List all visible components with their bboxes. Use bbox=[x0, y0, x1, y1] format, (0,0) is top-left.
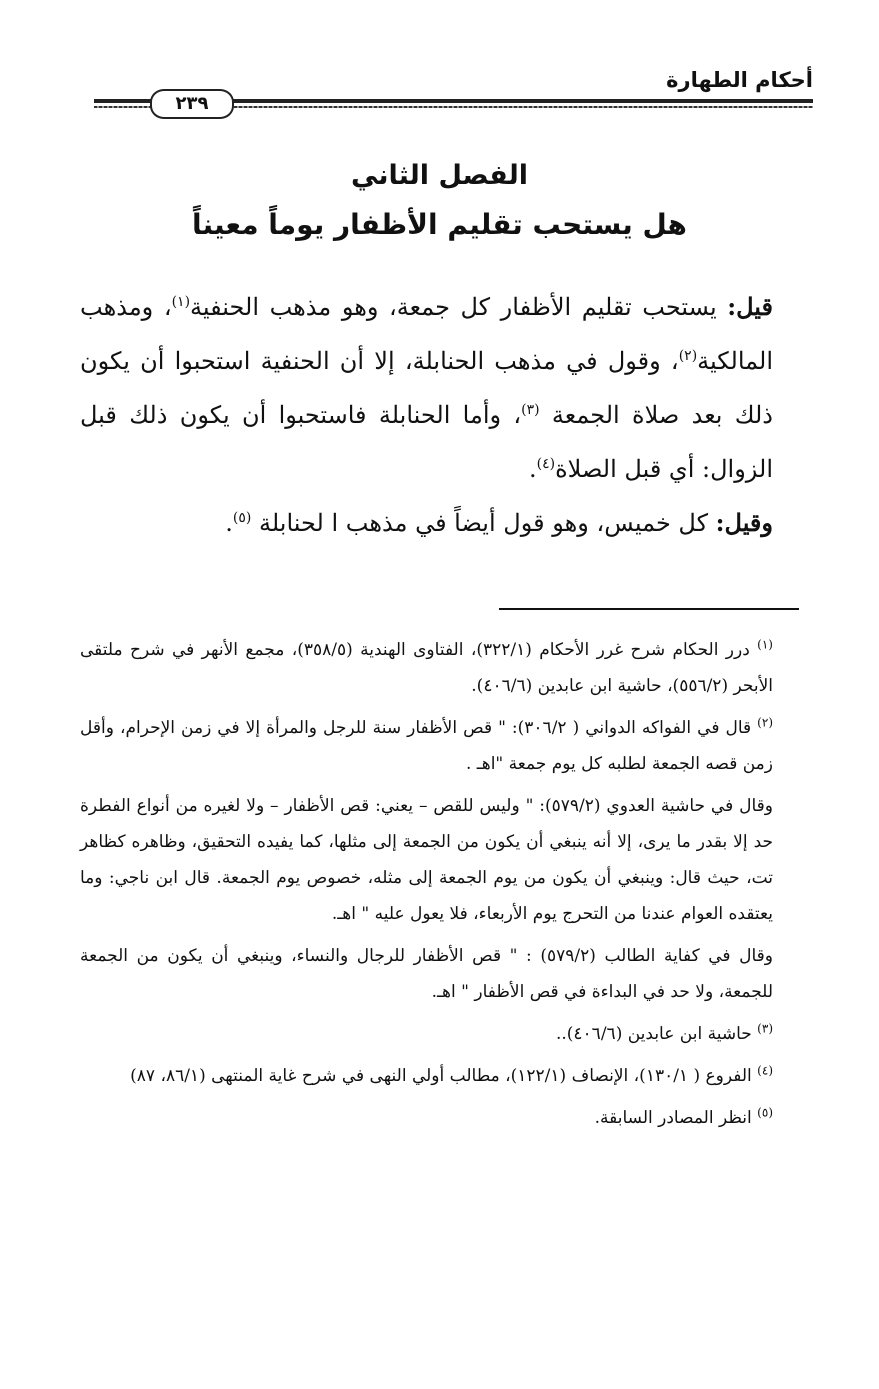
footnote-2-continuation-2: وقال في كفاية الطالب (٥٧٩/٢) : " قص الأظفار للرجال والنساء، وينبغي أن يكون من الجمعة للجمعة، ولا حد في البداءة في قص الأظفار " اهـ. bbox=[80, 946, 774, 1002]
footnote-separator bbox=[499, 608, 799, 610]
footnote-text: انظر المصادر السابقة. bbox=[594, 1108, 758, 1128]
footnote-text: درر الحكام شرح غرر الأحكام (٣٢٢/١)، الفتاوى الهندية (٣٥٨/٥)، مجمع الأنهر في شرح ملتقى الأبحر (٥٥٦/٢)، حاشية ابن عابدين (٤٠٦/٦). bbox=[80, 640, 773, 696]
chapter-title: الفصل الثاني bbox=[351, 160, 528, 191]
page-number: ٢٣٩ bbox=[150, 89, 234, 119]
footnote-marker: (١) bbox=[171, 294, 191, 310]
body-paragraph-2 bbox=[80, 496, 813, 550]
footnote-text: الفروع ( ١٣٠/١)، الإنصاف (١٢٢/١)، مطالب أولي النهى في شرح غاية المنتهى (٨٦/١، ٨٧) bbox=[130, 1066, 758, 1086]
body-text bbox=[80, 280, 813, 550]
paragraph-text: كل خميس، وهو قول أيضاً في مذهب ا لحنابلة bbox=[251, 509, 716, 537]
footnote-4 bbox=[80, 1058, 813, 1094]
paragraph-text: . bbox=[528, 455, 537, 483]
paragraph-text: . bbox=[225, 509, 233, 537]
footnote-number: (٤) bbox=[757, 1063, 773, 1078]
footnote-text: حاشية ابن عابدين (٤٠٦/٦).. bbox=[555, 1024, 758, 1044]
footnote-1 bbox=[80, 632, 813, 704]
paragraph-lead: قيل: bbox=[727, 292, 773, 321]
paragraph-lead: وقيل: bbox=[715, 508, 773, 537]
footnote-5 bbox=[80, 1100, 813, 1136]
footnote-number: (٣) bbox=[757, 1021, 773, 1036]
footnote-text: قال في الفواكه الدواني ( ٣٠٦/٢): " قص الأظفار سنة للرجل والمرأة إلا في زمن الإحرام، وأقل زمن قصه الجمعة لطلبه كل يوم جمعة "اهـ . bbox=[80, 718, 773, 774]
footnote-2 bbox=[80, 710, 813, 782]
footnote-number: (٥) bbox=[757, 1105, 773, 1120]
footnote-marker: (٥) bbox=[232, 510, 252, 526]
running-title: أحكام الطهارة bbox=[666, 68, 813, 92]
body-paragraph-1 bbox=[80, 280, 813, 496]
footnote-marker: (٢) bbox=[678, 348, 698, 364]
paragraph-text: يستحب تقليم الأظفار كل جمعة، وهو مذهب الحنفية bbox=[190, 293, 728, 321]
chapter-subtitle: هل يستحب تقليم الأظفار يوماً معيناً bbox=[192, 208, 687, 241]
footnote-marker: (٣) bbox=[521, 402, 540, 418]
footnote-number: (٢) bbox=[757, 715, 773, 730]
footnote-2-continuation-1: وقال في حاشية العدوي (٥٧٩/٢): " وليس للقص – يعني: قص الأظفار – ولا لغيره من أنواع الفطرة حد إلا بقدر ما يرى، إلا أنه ينبغي أن يكون من الجمعة إلى مثلها، كما يفيده التحقيق، وظاهره كظاهر تت، حيث قال: وينبغي أن يكون من يوم الجمعة إلى مثله، خصوص يوم الجمعة. قال ابن ناجي: وما يعتقده العوام عندنا من التحرج يوم الأربعاء، فلا يعول عليه " اهـ. bbox=[80, 796, 773, 924]
footnote-marker: (٤) bbox=[536, 456, 556, 472]
footnotes bbox=[80, 632, 813, 1142]
footnote-3 bbox=[80, 1016, 813, 1052]
paragraph-text: ، ومذهب المالكية bbox=[80, 293, 773, 375]
paragraph-text: ، وأما الحنابلة فاستحبوا أن يكون ذلك قبل الزوال: أي قبل الصلاة bbox=[80, 401, 773, 483]
footnote-number: (١) bbox=[757, 637, 773, 652]
paragraph-text: ، وقول في مذهب الحنابلة، إلا أن الحنفية استحبوا أن يكون ذلك بعد صلاة الجمعة bbox=[80, 347, 773, 429]
